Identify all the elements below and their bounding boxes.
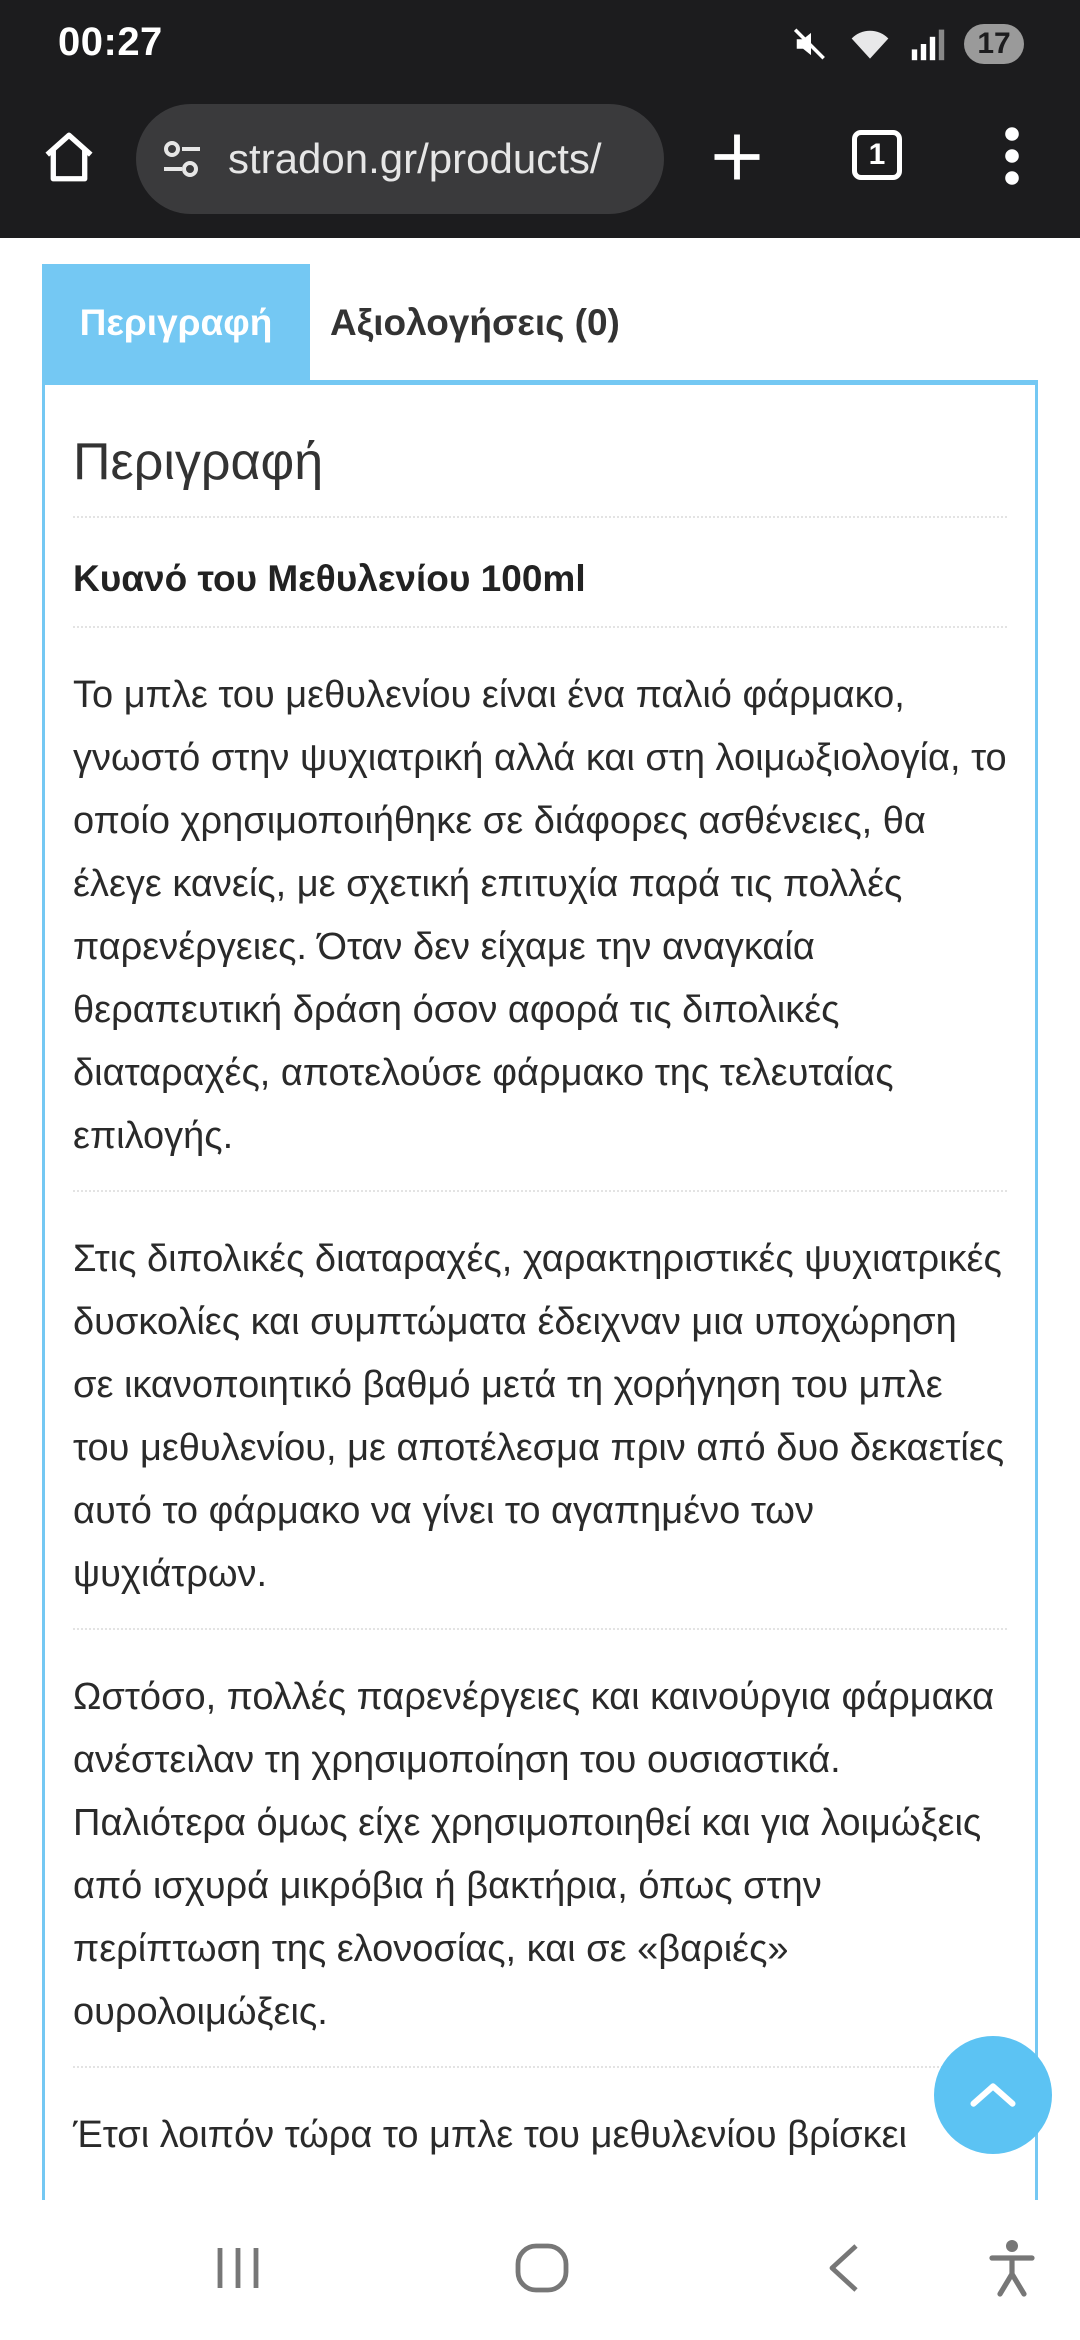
browser-toolbar: [0, 88, 1080, 238]
signal-icon: [910, 25, 946, 63]
paragraph: Στις διπολικές διαταραχές, χαρακτηριστικές ψυχιατρικές δυσκολίες και συμπτώματα έδειχναν μια υποχώρηση σε ικανοποιητικό βαθμό μετά τη χορήγηση του μπλε του μεθυλενίου, με αποτέλεσμα πριν από δυο δεκαετίες αυτό το φάρμακο να γίνει το αγαπημένο των ψυχιάτρων.: [73, 1238, 1005, 1595]
paragraph: Το μπλε του μεθυλενίου είναι ένα παλιό φάρμακο, γνωστό στην ψυχιατρική αλλά και στη λοιμωξιολογία, το οποίο χρησιμοποιήθηκε σε διάφορες ασθένειες, θα έλεγε κανείς, με σχετική επιτυχία παρά τις πολλές παρενέργειες. Όταν δεν είχαμε την αναγκαία θεραπευτική δράση όσον αφορά τις διπολικές διαταραχές, αποτελούσε φάρμακο της τελευταίας επιλογής.: [73, 674, 1007, 1157]
chevron-up-icon: [967, 2069, 1019, 2121]
product-tabs: [42, 264, 1038, 382]
status-time: 00:27: [58, 20, 163, 64]
paragraph: Έτσι λοιπόν τώρα το μπλε του μεθυλενίου βρίσκει: [73, 2114, 907, 2156]
product-name: Κυανό του Μεθυλενίου 100ml: [73, 558, 586, 599]
mute-icon: [792, 25, 830, 63]
divider: [73, 1628, 1007, 1630]
description-panel: [42, 382, 1038, 2200]
panel-title: Περιγραφή: [73, 433, 324, 491]
home-nav-icon[interactable]: [510, 2236, 574, 2300]
tab-description[interactable]: Περιγραφή: [42, 264, 310, 382]
url-text: stradon.gr/products/: [228, 135, 602, 182]
scroll-top-button[interactable]: [934, 2036, 1052, 2154]
more-menu-icon[interactable]: [998, 126, 1026, 186]
divider: [73, 516, 1007, 518]
system-nav-bar: [0, 2200, 1080, 2340]
tab-reviews[interactable]: Αξιολογήσεις (0): [330, 302, 620, 343]
wifi-icon: [848, 25, 892, 63]
divider: [73, 1190, 1007, 1192]
battery-icon: 17: [964, 24, 1024, 64]
divider: [73, 626, 1007, 628]
site-settings-icon[interactable]: [158, 135, 206, 183]
page-content: [0, 238, 1080, 2200]
back-icon[interactable]: [818, 2236, 870, 2300]
recents-icon[interactable]: [212, 2236, 264, 2300]
paragraph: Ωστόσο, πολλές παρενέργειες και καινούργια φάρμακα ανέστειλαν τη χρησιμοποίηση του ουσιαστικά. Παλιότερα όμως είχε χρησιμοποιηθεί και για λοιμώξεις από ισχυρά μικρόβια ή βακτήρια, όπως στην περίπτωση της ελονοσίας, και σε «βαριές» ουρολοιμώξεις.: [73, 1676, 995, 2033]
status-icons: [792, 20, 1024, 68]
divider: [73, 2066, 1007, 2068]
home-icon[interactable]: [40, 128, 98, 186]
url-bar[interactable]: [136, 104, 664, 214]
accessibility-icon[interactable]: [986, 2236, 1038, 2300]
tab-switcher-icon[interactable]: 1: [852, 130, 902, 180]
new-tab-icon[interactable]: [710, 130, 764, 184]
status-bar: [0, 0, 1080, 88]
